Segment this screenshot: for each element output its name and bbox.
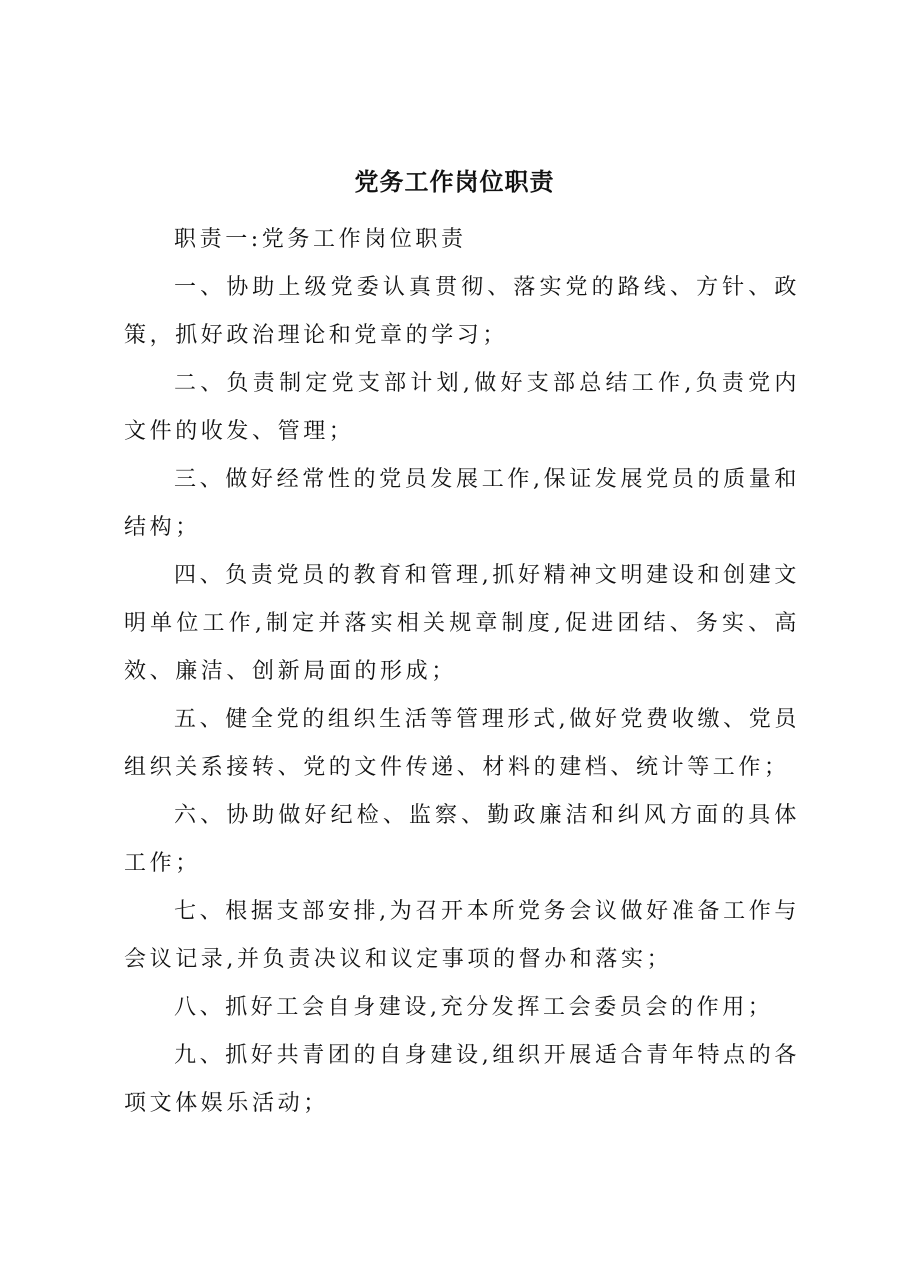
paragraph-item-2: 二、负责制定党支部计划,做好支部总结工作,负责党内文件的收发、管理； [124, 371, 800, 444]
document-body [124, 216, 800, 1128]
paragraph-item-1: 一、协助上级党委认真贯彻、落实党的路线、方针、政策，抓好政治理论和党章的学习； [124, 275, 800, 348]
paragraph-duty-heading: 职责一:党务工作岗位职责 [174, 227, 467, 252]
paragraph-item-7: 七、根据支部安排,为召开本所党务会议做好准备工作与会议记录,并负责决议和议定事项的督办和落实； [124, 899, 800, 972]
paragraph-item-5: 五、健全党的组织生活等管理形式,做好党费收缴、党员组织关系接转、党的文件传递、材料的建档、统计等工作； [124, 707, 800, 780]
paragraph-item-3: 三、做好经常性的党员发展工作,保证发展党员的质量和结构； [124, 467, 800, 540]
paragraph-item-4: 四、负责党员的教育和管理,抓好精神文明建设和创建文明单位工作,制定并落实相关规章制度,促进团结、务实、高效、廉洁、创新局面的形成； [124, 563, 800, 684]
paragraph-item-8: 八、抓好工会自身建设,充分发挥工会委员会的作用； [174, 995, 774, 1020]
paragraph-item-9: 九、抓好共青团的自身建设,组织开展适合青年特点的各项文体娱乐活动； [124, 1043, 800, 1116]
document-title: 党务工作岗位职责 [354, 167, 555, 196]
paragraph-item-6: 六、协助做好纪检、监察、勤政廉洁和纠风方面的具体工作； [124, 803, 800, 876]
